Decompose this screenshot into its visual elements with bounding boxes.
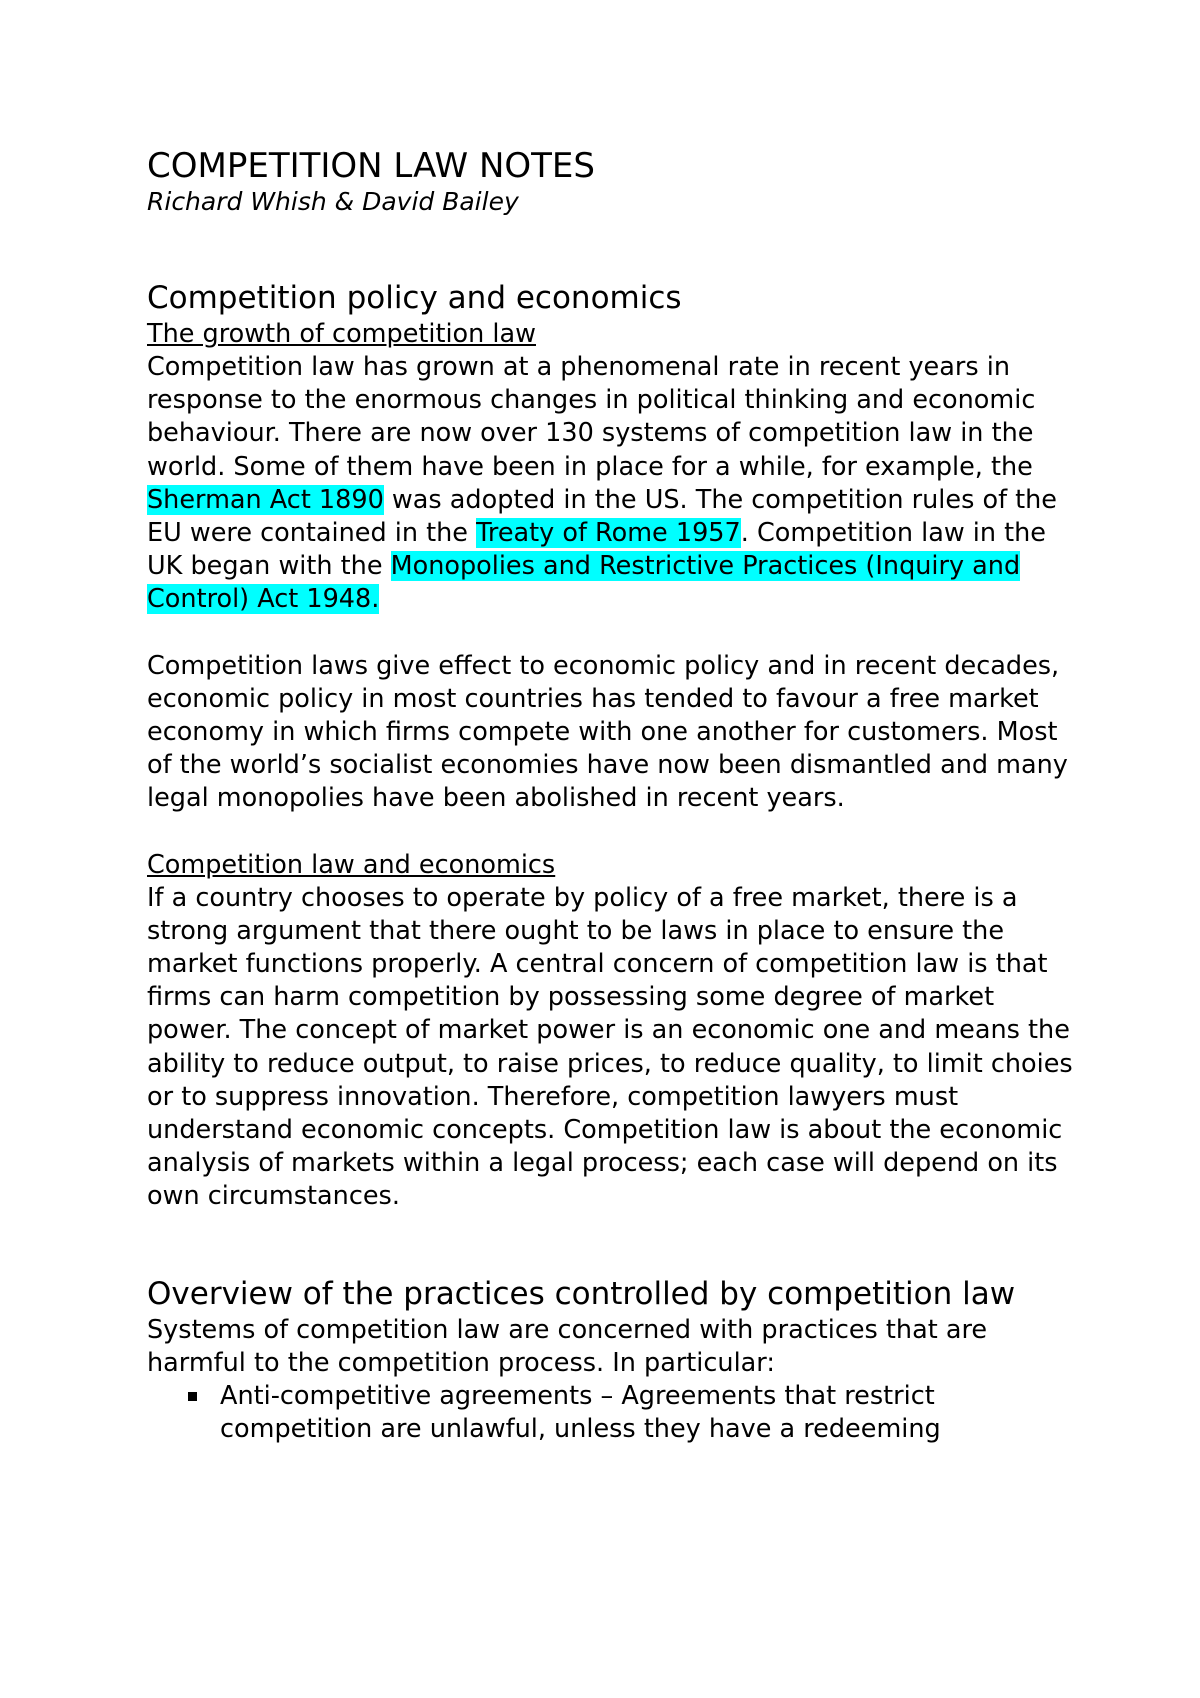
paragraph-text: was adopted in the US. The competition rules of the EU were contained in the — [147, 484, 1058, 549]
paragraph-overview-intro: Systems of competition law are concerned with practices that are harmful to the competition process. In particular: — [147, 1314, 988, 1378]
subheading-law-and-economics: Competition law and economics — [147, 849, 556, 880]
spacer — [147, 617, 1077, 650]
document-title: COMPETITION LAW NOTES — [147, 146, 595, 186]
paragraph-text: Competition law has grown at a phenomenal rate in recent years in response to the enormous changes in political thinking and economic behaviour. There are now over 130 systems of competition law in the world. Some of them have been in place for a while, for example, the — [147, 352, 1036, 482]
spacer — [147, 816, 1077, 849]
list-item — [147, 1380, 1077, 1446]
section-heading-overview: Overview of the practices controlled by competition law — [147, 1275, 1016, 1312]
bullet-square-icon — [188, 1392, 197, 1401]
paragraph-competition-laws: Competition laws give effect to economic policy and in recent decades, economic policy in most countries has tended to favour a free market economy in which firms compete with one another for customers. Most of the world’s socialist economies have now been dismantled and many legal monopolies have been abolished in recent years. — [147, 650, 1068, 814]
document-authors: Richard Whish & David Bailey — [147, 187, 519, 216]
practices-list — [147, 1380, 1077, 1446]
document-content — [147, 146, 1077, 1446]
spacer — [147, 218, 1077, 278]
subheading-growth: The growth of competition law — [147, 319, 536, 349]
paragraph-text: . Competition law in the UK began with the — [147, 518, 1046, 582]
spacer — [147, 1214, 1077, 1274]
paragraph-law-and-economics: If a country chooses to operate by policy of a free market, there is a strong argument that there ought to be laws in place to ensure the market functions properly. A central concern of competition law is that firms can harm competition by possessing some degree of market power. The concept of market power is an economic one and means the ability to reduce output, to raise prices, to reduce quality, to limit choies or to suppress innovation. Therefore, competition lawyers must understand economic concepts. Competition law is about the economic analysis of markets within a legal process; each case will depend on its own circumstances. — [147, 882, 1073, 1212]
highlight-monopolies-act: Monopolies and Restrictive Practices (Inquiry and Control) Act 1948. — [147, 551, 1021, 615]
section-heading-competition-policy: Competition policy and economics — [147, 280, 682, 316]
highlight-treaty-of-rome: Treaty of Rome 1957 — [476, 518, 741, 549]
highlight-sherman-act: Sherman Act 1890 — [147, 484, 384, 515]
paragraph-growth — [147, 351, 1077, 617]
list-item-text: Anti-competitive agreements – Agreements that restrict competition are unlawful, unless they have a redeeming — [220, 1381, 941, 1445]
